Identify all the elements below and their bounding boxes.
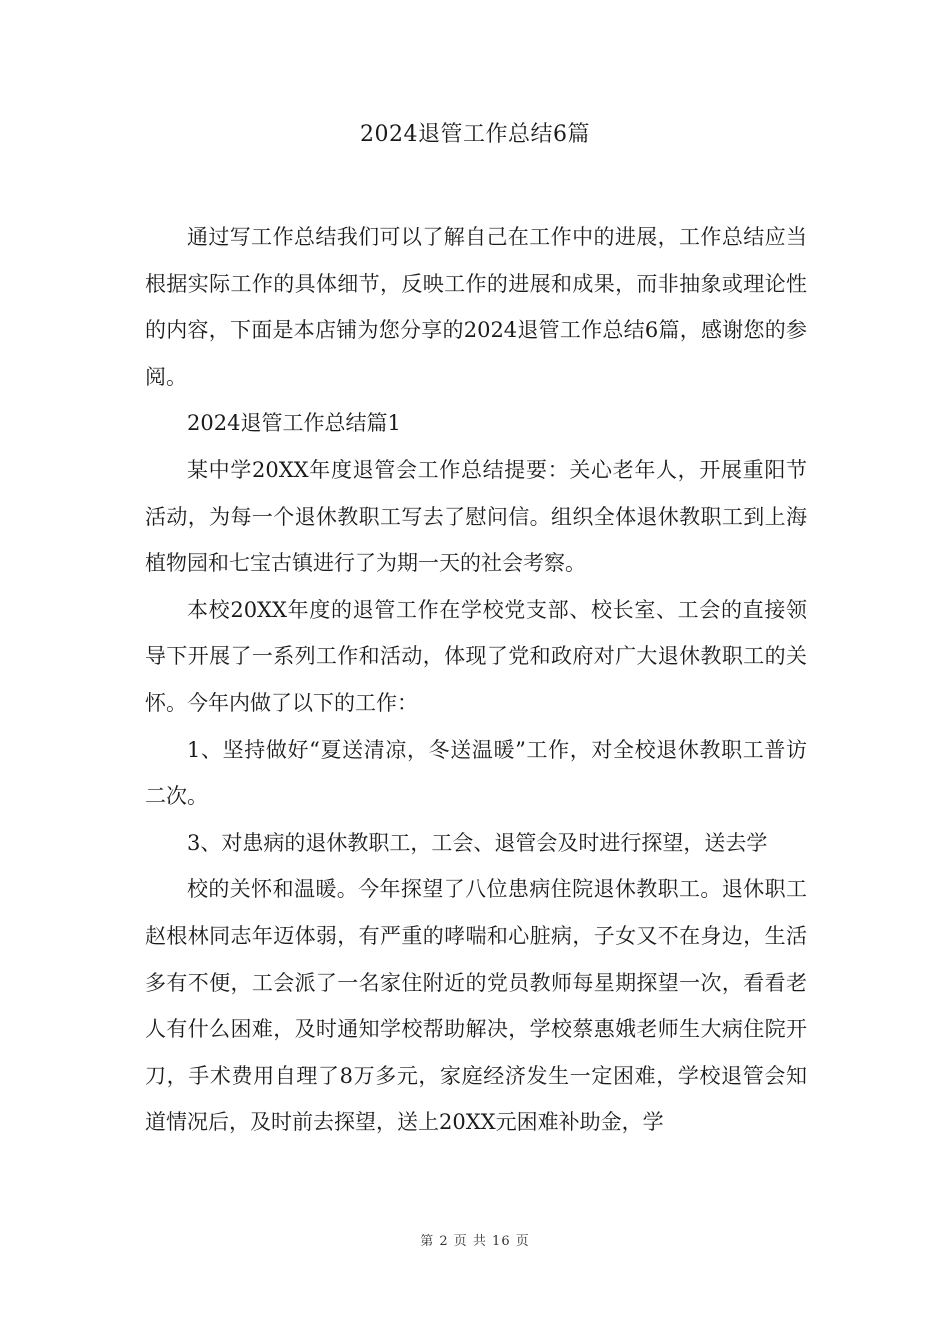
document-title: 2024退管工作总结6篇: [360, 122, 590, 147]
page-number-footer: 第 2 页 共 16 页: [420, 1234, 530, 1249]
paragraph-summary: 某中学20XX年度退管会工作总结提要：关心老年人，开展重阳节活动，为每一个退休教职工写去了慰问信。组织全体退休教职工到上海植物园和七宝古镇进行了为期一天的社会考察。: [145, 457, 807, 576]
paragraph-overview: 本校20XX年度的退管工作在学校党支部、校长室、工会的直接领导下开展了一系列工作和活动，体现了党和政府对广大退休教职工的关怀。今年内做了以下的工作：: [145, 597, 807, 715]
paragraph-item-3: 3、对患病的退休教职工，工会、退管会及时进行探望，送去学: [187, 830, 768, 855]
paragraph-item-3-continued: 校的关怀和温暖。今年探望了八位患病住院退休教职工。退休职工赵根林同志年迈体弱，有严重的哮喘和心脏病，子女又不在身边，生活多有不便，工会派了一名家住附近的党员教师每星期探望一次，看看老人有什么困难，及时通知学校帮助解决，学校蔡惠娥老师生大病住院开刀，手术费用自理了8万多元，家庭经济发生一定困难，学校退管会知道情况后，及时前去探望，送上20XX元困难补助金，学: [145, 877, 807, 1135]
document-body: [145, 214, 807, 1146]
paragraph-item-1: 1、坚持做好“夏送清凉，冬送温暖”工作，对全校退休教职工普访二次。: [145, 737, 807, 809]
paragraph-intro: 通过写工作总结我们可以了解自己在工作中的进展，工作总结应当根据实际工作的具体细节，反映工作的进展和成果，而非抽象或理论性的内容，下面是本店铺为您分享的2024退管工作总结6篇，感谢您的参阅。: [145, 225, 807, 389]
section-heading: 2024退管工作总结篇1: [187, 411, 401, 436]
